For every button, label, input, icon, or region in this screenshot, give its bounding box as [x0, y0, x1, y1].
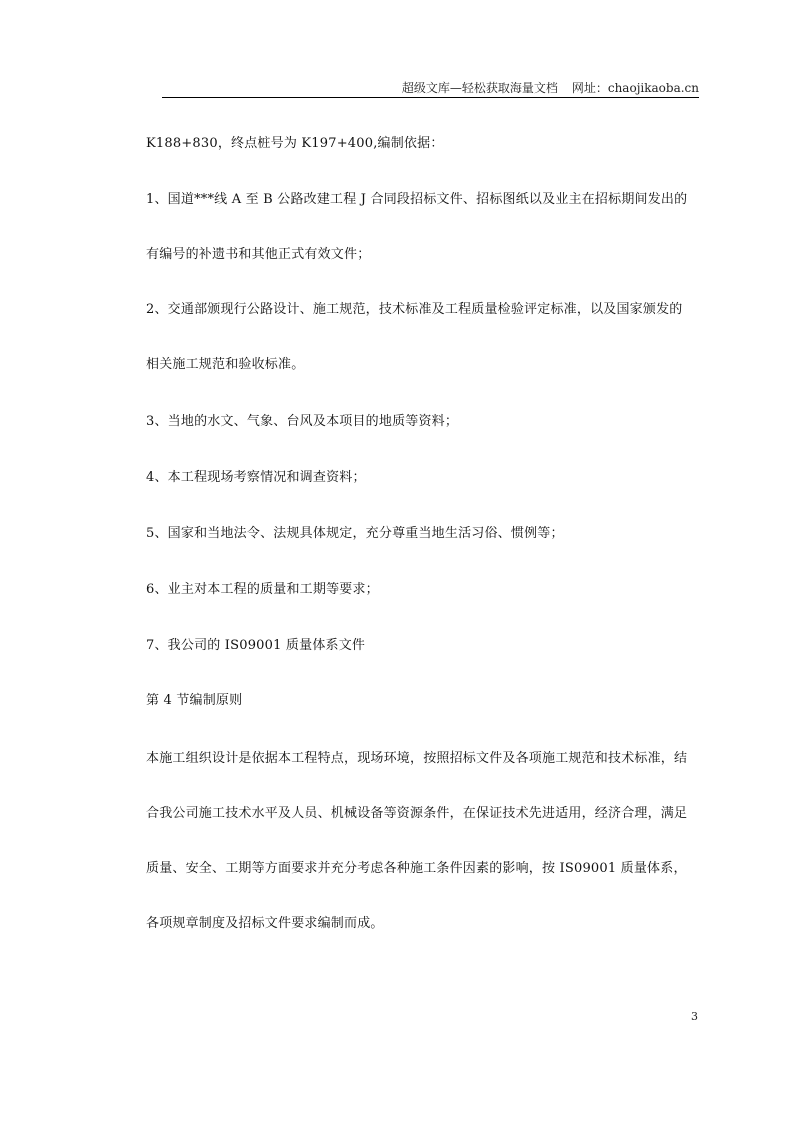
list-item-5: 5、国家和当地法令、法规具体规定，充分尊重当地生活习俗、惯例等；	[146, 526, 564, 541]
paragraph-line: 本施工组织设计是依据本工程特点，现场环境，按照招标文件及各项施工规范和技术标准，结	[146, 751, 688, 766]
list-item-3: 3、当地的水文、气象、台风及本项目的地质等资料；	[146, 414, 459, 429]
list-item-4: 4、本工程现场考察情况和调查资料；	[146, 470, 366, 485]
paragraph-line: K188+830，终点桩号为 K197+400,编制依据：	[146, 136, 444, 151]
header-site-name: 超级文库—轻松获取海量文档	[401, 81, 558, 95]
list-item-2: 2、交通部颁现行公路设计、施工规范，技术标准及工程质量检验评定标准，以及国家颁发的	[146, 302, 683, 317]
list-item-1-continued: 有编号的补遗书和其他正式有效文件；	[146, 247, 371, 262]
list-item-7: 7、我公司的 IS09001 质量体系文件	[146, 638, 366, 653]
header-text	[402, 79, 699, 96]
section-heading: 第 4 节编制原则	[146, 693, 243, 708]
page-header	[162, 78, 699, 98]
paragraph-line: 合我公司施工技术水平及人员、机械设备等资源条件，在保证技术先进适用，经济合理，满足	[146, 806, 688, 821]
list-item-6: 6、业主对本工程的质量和工期等要求；	[146, 582, 379, 597]
header-url-label: 网址：	[571, 81, 608, 95]
header-url: chaojikaoba.cn	[607, 81, 699, 95]
page-number: 3	[691, 1010, 698, 1023]
list-item-2-continued: 相关施工规范和验收标准。	[146, 357, 305, 372]
list-item-1: 1、国道***线 A 至 B 公路改建工程 J 合同段招标文件、招标图纸以及业主在招标期间发出的	[146, 192, 688, 207]
paragraph-line: 各项规章制度及招标文件要求编制而成。	[146, 916, 384, 931]
paragraph-line: 质量、安全、工期等方面要求并充分考虑各种施工条件因素的影响，按 IS09001 质量体系，	[146, 861, 687, 876]
